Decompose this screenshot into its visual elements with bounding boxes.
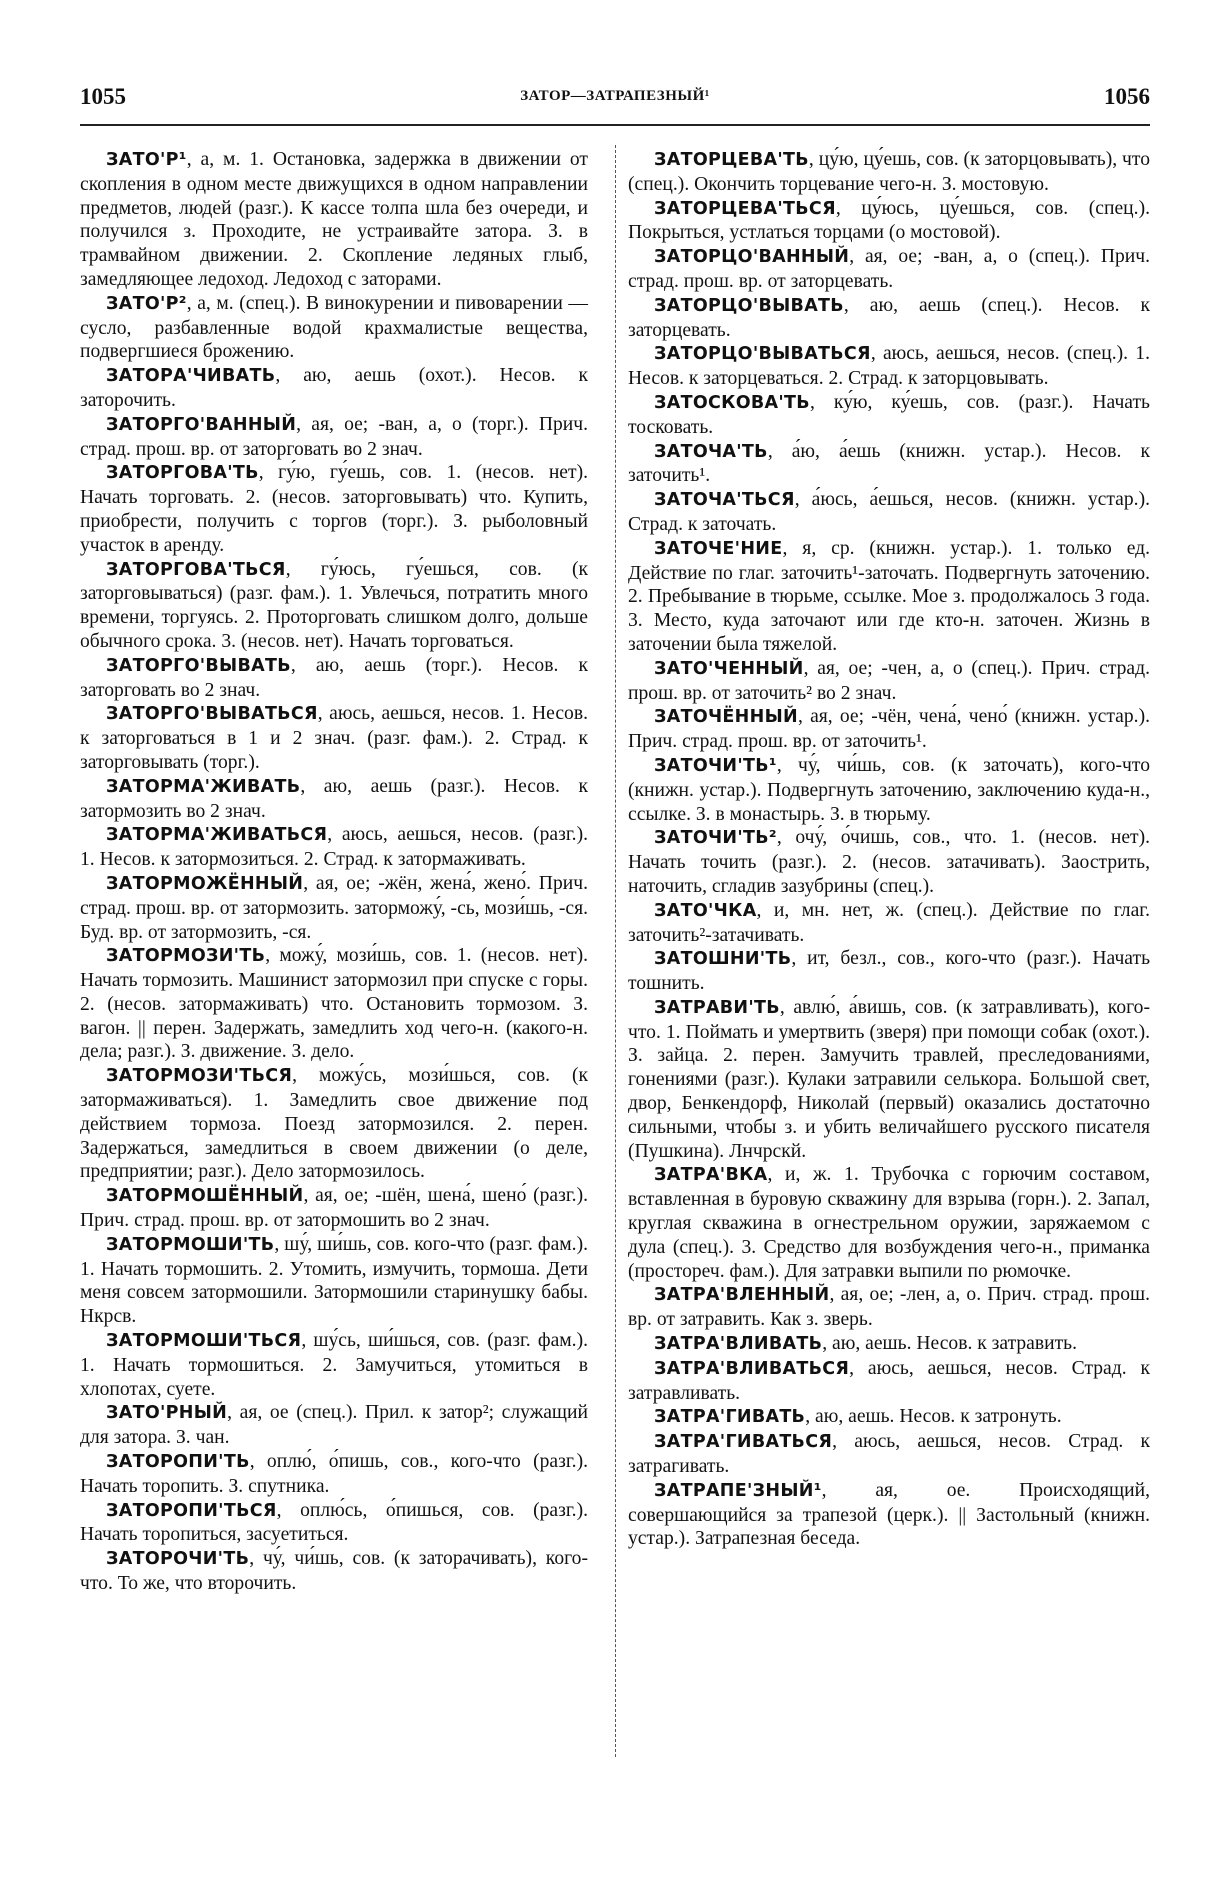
right-column [628, 148, 1150, 1551]
entry-definition: , а, м. 1. Остановка, задержка в движении от скопления в одном месте движущихся в одном направлении предметов, людей (разг.). К кассе толпа шла без очереди, и получился з. Проходите, не устраивайте затора. З. в трамвайном движении. 2. Скопление ледяных глыб, замедляющее ледоход. Ледоход с заторами. [80, 149, 588, 290]
entry-definition: , а, м. (спец.). В винокурении и пивоварении — сусло, разбавленные водой крахмалистые вещества, подвергшиеся брожению. [80, 292, 588, 363]
dictionary-entry [80, 148, 588, 292]
dictionary-entry [80, 1401, 588, 1450]
entry-headword: ЗАТОРОПИ'ТЬСЯ [106, 1500, 277, 1521]
dictionary-entry [628, 1405, 1150, 1430]
entry-definition: , ку́ю, ку́ешь, сов. (разг.). Начать тосковать. [628, 391, 1150, 438]
entry-definition: , ая, ое; -ван, а, о (торг.). Прич. страд. прош. вр. от заторговать во 2 знач. [80, 413, 588, 460]
entry-headword: ЗАТРА'ВКА [654, 1165, 768, 1186]
entry-definition: , аюсь, аешься, несов. (разг.). 1. Несов. к затормозиться. 2. Страд. к затормаживать. [80, 824, 588, 871]
entry-headword: ЗАТОРМОШИ'ТЬСЯ [106, 1331, 302, 1352]
entry-definition: , ая, ое; -чен, а, о (спец.). Прич. страд. прош. вр. от заточить² во 2 знач. [628, 657, 1150, 704]
dictionary-entry [628, 1163, 1150, 1283]
dictionary-entry [80, 1064, 588, 1184]
page-number-left: 1055 [80, 84, 126, 109]
dictionary-entry [628, 1430, 1150, 1479]
dictionary-entry [80, 1233, 588, 1329]
entry-headword: ЗАТРА'ВЛЕННЫЙ [654, 1285, 830, 1306]
entry-headword: ЗАТОЧА'ТЬСЯ [654, 490, 795, 511]
entry-headword: ЗАТОРМОЗИ'ТЬСЯ [106, 1066, 293, 1087]
dictionary-entry [80, 654, 588, 703]
dictionary-entry [628, 1332, 1150, 1357]
entry-definition: , чу́, чи́шь, сов. (к заторачивать), кого-что. То же, что второчить. [80, 1548, 588, 1595]
dictionary-entry [80, 558, 588, 654]
entry-definition: , ая, ое; -лен, а, о. Прич. страд. прош. вр. от затравить. Как з. зверь. [628, 1284, 1150, 1331]
entry-definition: , аю, аешь (спец.). Несов. к заторцевать. [628, 294, 1150, 341]
dictionary-entry [628, 657, 1150, 706]
column-divider [615, 145, 616, 1757]
entry-headword: ЗАТОРМОШЁННЫЙ [106, 1186, 304, 1207]
dictionary-entry [80, 872, 588, 944]
entry-definition: , цу́юсь, цу́ешься, сов. (спец.). Покрыться, устлаться торцами (о мостовой). [628, 197, 1150, 244]
entry-headword: ЗАТО'ЧКА [654, 900, 757, 921]
entry-definition: , гу́ю, гу́ешь, сов. 1. (несов. нет). Начать торговать. 2. (несов. заторговывать) что. Купить, приобрести, получить с торгов (торг.). З. рыболовный участок в аренду. [80, 462, 588, 556]
page-number-right: 1056 [1104, 84, 1150, 109]
dictionary-entry [628, 488, 1150, 537]
entry-definition: , ая, ое; -шён, шена́, шено́ (разг.). Прич. страд. прош. вр. от затормошить во 2 знач. [80, 1185, 588, 1232]
dictionary-entry [628, 996, 1150, 1164]
entry-headword: ЗАТОРА'ЧИВАТЬ [106, 366, 276, 387]
entry-definition: , авлю́, а́вишь, сов. (к затравливать), кого-что. 1. Поймать и умертвить (зверя) при помощи собак (охот.). З. зайца. 2. перен. Замучить травлей, преследованиями, гонениями (разг.). Кулаки затравили селькора. Большой свет, двор, Бенкендорф, Николай (первый) оказались достаточно сильными, чтобы з. и убить величайшего русского писателя (Пушкина). Лнчрскй. [628, 996, 1150, 1162]
left-column [80, 148, 588, 1596]
entry-headword: ЗАТОРМОШИ'ТЬ [106, 1234, 275, 1255]
dictionary-entry [80, 823, 588, 872]
dictionary-entry [80, 1184, 588, 1233]
dictionary-entry [628, 440, 1150, 489]
entry-headword: ЗАТО'Р² [106, 293, 187, 314]
dictionary-entry [628, 1479, 1150, 1551]
entry-headword: ЗАТРА'ГИВАТЬСЯ [654, 1432, 833, 1453]
entry-headword: ЗАТРА'ГИВАТЬ [654, 1407, 806, 1428]
dictionary-entry [80, 1329, 588, 1401]
entry-definition: , аю, аешь (разг.). Несов. к затормозить во 2 знач. [80, 775, 588, 822]
entry-headword: ЗАТОРМА'ЖИВАТЬСЯ [106, 825, 328, 846]
entry-definition: , а́ю, а́ешь (книжн. устар.). Несов. к заточить¹. [628, 440, 1150, 487]
dictionary-entry [628, 245, 1150, 294]
entry-headword: ЗАТО'РНЫЙ [106, 1403, 228, 1424]
entry-definition: , ая, ое. Происходящий, совершающийся за трапезой (церк.). || Застольный (книжн. устар.). Затрапезная беседа. [628, 1479, 1150, 1550]
entry-headword: ЗАТОРЦЕВА'ТЬСЯ [654, 198, 836, 219]
entry-headword: ЗАТОЧИ'ТЬ² [654, 828, 777, 849]
dictionary-entry [628, 705, 1150, 754]
dictionary-entry [80, 461, 588, 557]
dictionary-entry [628, 754, 1150, 826]
entry-headword: ЗАТОРЦО'ВАННЫЙ [654, 247, 850, 268]
entry-definition: , аюсь, аешься, несов. (спец.). 1. Несов. к заторцеваться. 2. Страд. к заторцовывать. [628, 343, 1150, 390]
entry-headword: ЗАТОРГО'ВЫВАТЬСЯ [106, 704, 318, 725]
dictionary-entry [628, 826, 1150, 898]
entry-definition: , аюсь, аешься, несов. Страд. к затрагивать. [628, 1431, 1150, 1478]
entry-headword: ЗАТРА'ВЛИВАТЬСЯ [654, 1358, 850, 1379]
dictionary-entry [80, 1547, 588, 1596]
entry-definition: , а́юсь, а́ешься, несов. (книжн. устар.). Страд. к заточать. [628, 489, 1150, 535]
entry-headword: ЗАТО'Р¹ [106, 150, 187, 170]
entry-headword: ЗАТРАПЕ'ЗНЫЙ¹ [654, 1480, 822, 1501]
entry-headword: ЗАТОРОЧИ'ТЬ [106, 1549, 250, 1570]
entry-headword: ЗАТО'ЧЕННЫЙ [654, 658, 804, 679]
entry-headword: ЗАТОРГОВА'ТЬ [106, 463, 259, 484]
entry-definition: , ая, ое; -чён, чена́, чено́ (книжн. устар.). Прич. страд. прош. вр. от заточить¹. [628, 706, 1150, 753]
dictionary-entry [628, 947, 1150, 996]
dictionary-entry [80, 944, 588, 1064]
dictionary-entry [80, 1499, 588, 1548]
entry-definition: , аюсь, аешься, несов. 1. Несов. к заторговаться в 1 и 2 знач. (разг. фам.). 2. Страд. к заторговывать (торг.). [80, 703, 588, 773]
dictionary-entry [80, 702, 588, 774]
entry-definition: , и, мн. нет, ж. (спец.). Действие по глаг. заточить²-затачивать. [628, 899, 1150, 946]
dictionary-entry [628, 1357, 1150, 1406]
dictionary-entry [628, 391, 1150, 440]
entry-definition: , чу́, чи́шь, сов. (к заточать), кого-что (книжн. устар.). Подвергнуть заточению, заключению куда-н., ссылке. З. в монастырь. З. в тюрьму. [628, 754, 1150, 825]
dictionary-entry [628, 294, 1150, 343]
entry-headword: ЗАТОРЦО'ВЫВАТЬ [654, 295, 844, 316]
page-header [80, 84, 1150, 120]
entry-definition: , гу́юсь, гу́ешься, сов. (к заторговываться) (разг. фам.). 1. Увлечься, потратить много времени, торгуясь. 2. Проторговать слишком долго, дольше обычного срока. 3. (несов. нет). Начать торговаться. [80, 558, 588, 652]
entry-headword: ЗАТОРМА'ЖИВАТЬ [106, 776, 301, 797]
entry-definition: , аю, аешь. Несов. к затравить. [822, 1333, 1078, 1355]
entry-headword: ЗАТОСКОВА'ТЬ [654, 392, 810, 413]
entry-headword: ЗАТОРГО'ВАННЫЙ [106, 414, 297, 435]
entry-definition: , ит, безл., сов., кого-что (разг.). Начать тошнить. [628, 948, 1150, 995]
dictionary-entry [628, 148, 1150, 197]
entry-definition: , и, ж. 1. Трубочка с горючим составом, вставленная в буровую скважину для взрыва (горн.). 2. Запал, круглая скважина в огнестрельном оружии, заряжаемом с дула (спец.). 3. Средство для возбуждения чего-н., приманка (простореч. фам.). Для затравки выпили по рюмочке. [628, 1164, 1150, 1282]
entry-headword: ЗАТОЧА'ТЬ [654, 441, 768, 462]
entry-definition: , оплю́сь, о́пишься, сов. (разг.). Начать торопиться, засуетиться. [80, 1499, 588, 1546]
running-title: ЗАТОР—ЗАТРАПЕЗНЫЙ¹ [520, 88, 710, 104]
entry-headword: ЗАТОРОПИ'ТЬ [106, 1452, 250, 1473]
entry-definition: , можу́сь, мози́шься, сов. (к затормаживаться). 1. Замедлить свое движение под действием тормоза. Поезд затормозился. 2. перен. Задержаться, замедлиться в своем движении (о деле, предприятии; разг.). Дело затормозилось. [80, 1065, 588, 1183]
dictionary-entry [628, 342, 1150, 391]
dictionary-entry [628, 899, 1150, 948]
header-rule [80, 124, 1150, 126]
entry-headword: ЗАТОРЦО'ВЫВАТЬСЯ [654, 344, 871, 365]
entry-headword: ЗАТРАВИ'ТЬ [654, 997, 780, 1018]
entry-headword: ЗАТОЧИ'ТЬ¹ [654, 755, 777, 776]
entry-headword: ЗАТОРМОЖЁННЫЙ [106, 873, 304, 894]
dictionary-entry [80, 364, 588, 413]
dictionary-entry [628, 537, 1150, 657]
dictionary-entry [628, 197, 1150, 246]
dictionary-entry [80, 413, 588, 462]
dictionary-entry [80, 292, 588, 364]
entry-definition: , оплю́, о́пишь, сов., кого-что (разг.). Начать торопить. З. спутника. [80, 1451, 588, 1497]
entry-headword: ЗАТОРГОВА'ТЬСЯ [106, 559, 286, 580]
entry-definition: , очу́, о́чишь, сов., что. 1. (несов. нет). Начать точить (разг.). 2. (несов. затачивать). Заострить, наточить, сгладив зазубрины (спец.). [628, 827, 1150, 897]
entry-definition: , цу́ю, цу́ешь, сов. (к заторцовывать), что (спец.). Окончить торцевание чего-н. З. мостовую. [628, 149, 1150, 195]
entry-headword: ЗАТРА'ВЛИВАТЬ [654, 1334, 823, 1355]
entry-headword: ЗАТОЧЕ'НИЕ [654, 538, 783, 559]
entry-definition: , аю, аешь (торг.). Несов. к заторговать во 2 знач. [80, 654, 588, 701]
entry-definition: , шу́, ши́шь, сов. кого-что (разг. фам.). 1. Начать тормошить. 2. Утомить, измучить, тормоша. Дети меня совсем затормошили. Затормошили старинушку бабы. Нкрсв. [80, 1233, 588, 1328]
entry-headword: ЗАТОШНИ'ТЬ [654, 949, 792, 970]
entry-headword: ЗАТОРЦЕВА'ТЬ [654, 150, 809, 170]
entry-definition: , я, ср. (книжн. устар.). 1. только ед. Действие по глаг. заточить¹-заточать. Подвергнуть заточению. 2. Пребывание в тюрьме, ссылке. Мое з. продолжалось 3 года. 3. Место, куда заточают или где кто-н. заточен. Жизнь в заточении была тяжелой. [628, 537, 1150, 655]
entry-definition: , ая, ое (спец.). Прил. к затор²; служащий для затора. З. чан. [80, 1402, 588, 1449]
entry-definition: , можу́, мози́шь, сов. 1. (несов. нет). Начать тормозить. Машинист затормозил при спуске с горы. 2. (несов. затормаживать) что. Остановить тормозом. З. вагон. || перен. Задержать, замедлить ход чего-н. (какого-н. дела; разг.). З. движение. З. дело. [80, 945, 588, 1063]
dictionary-entry [628, 1283, 1150, 1332]
entry-definition: , аю, аешь. Несов. к затронуть. [805, 1406, 1062, 1428]
entry-definition: , ая, ое; -жён, жена́, жено́. Прич. страд. прош. вр. от затормозить. заторможу́, -сь, мози́шь, -ся. Буд. вр. от затормозить, -ся. [80, 872, 588, 943]
entry-headword: ЗАТОРМОЗИ'ТЬ [106, 946, 266, 967]
entry-definition: , ая, ое; -ван, а, о (спец.). Прич. страд. прош. вр. от заторцевать. [628, 246, 1150, 292]
entry-definition: , шу́сь, ши́шься, сов. (разг. фам.). 1. Начать тормошиться. 2. Замучиться, утомиться в хлопотах, суете. [80, 1330, 588, 1400]
dictionary-entry [80, 775, 588, 824]
entry-definition: , аюсь, аешься, несов. Страд. к затравливать. [628, 1357, 1150, 1404]
entry-definition: , аю, аешь (охот.). Несов. к заторочить. [80, 365, 588, 411]
dictionary-entry [80, 1450, 588, 1499]
entry-headword: ЗАТОРГО'ВЫВАТЬ [106, 655, 291, 676]
entry-headword: ЗАТОЧЁННЫЙ [654, 707, 798, 728]
